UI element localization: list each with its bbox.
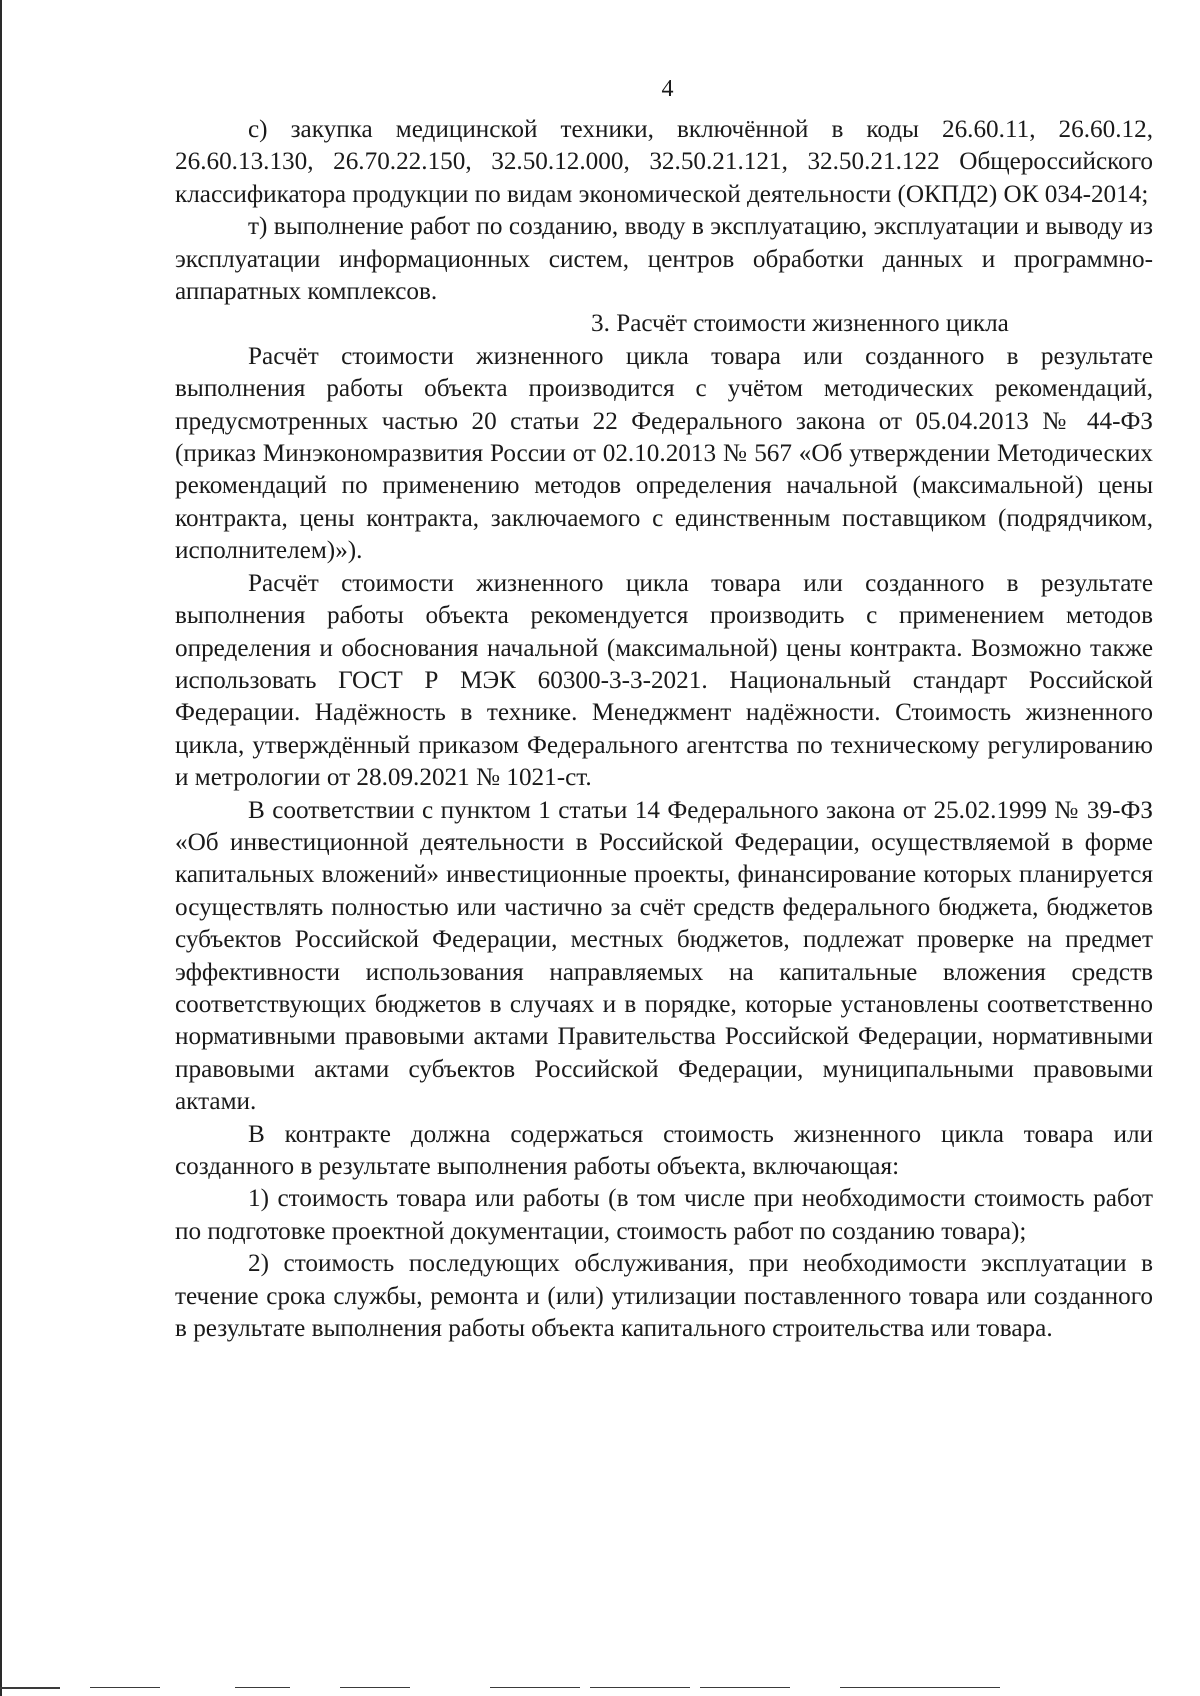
paragraph-investment-projects: В соответствии с пунктом 1 статьи 14 Федерального закона от 25.02.1999 № 39-ФЗ «Об инвестиционной деятельности в Российской Федерации, осуществляемой в форме капитальных вложений» инвестиционные проекты, финансирование которых планируется осуществлять полностью или частично за счёт средств федерального бюджета, бюджетов субъектов Российской Федерации, местных бюджетов, подлежат проверке на предмет эффективности использования направляемых на капитальные вложения средств соответствующих бюджетов в случаях и в порядке, которые установлены соответственно нормативными правовыми актами Правительства Российской Федерации, нормативными правовыми актами субъектов Российской Федерации, муниципальными правовыми актами.: [175, 796, 1153, 1116]
paragraph-lifecycle-cost-recommendation: Расчёт стоимости жизненного цикла товара или созданного в результате выполнения работы объекта рекомендуется производить с применением методов определения и обоснования начальной (максимальной) цены контракта. Возможно также использовать ГОСТ Р МЭК 60300-3-3-2021. Национальный стандарт Российской Федерации. Надёжность в технике. Менеджмент надёжности. Стоимость жизненного цикла, утверждённый приказом Федерального агентства по техническому регулированию и метрологии от 28.09.2021 № 1021-ст.: [175, 569, 1153, 792]
list-item-1: 1) стоимость товара или работы (в том числе при необходимости стоимость работ по подготовке проектной документации, стоимость работ по созданию товара);: [175, 1185, 1153, 1245]
scan-artifact-line: [590, 1687, 690, 1688]
scan-artifact-line: [490, 1687, 580, 1688]
page-edge: [0, 0, 2, 1696]
list-item-t: т) выполнение работ по созданию, вводу в эксплуатацию, эксплуатации и выводу из эксплуатации информационных систем, центров обработки данных и программно-аппаратных комплексов.: [175, 213, 1153, 306]
page-number: 4: [661, 76, 674, 102]
scan-artifact-line: [90, 1687, 160, 1688]
scan-artifact-line: [700, 1687, 790, 1688]
section-heading-text: 3. Расчёт стоимости жизненного цикла: [591, 310, 1009, 338]
paragraph-contract-contents: В контракте должна содержаться стоимость жизненного цикла товара или созданного в результате выполнения работы объекта, включающая:: [175, 1120, 1153, 1180]
list-item-2: 2) стоимость последующих обслуживания, при необходимости эксплуатации в течение срока службы, ремонта и (или) утилизации поставленного товара или созданного в результате выполнения работы объекта капитального строительства или товара.: [175, 1250, 1153, 1343]
scan-artifact-line: [0, 1687, 60, 1689]
scan-artifact-line: [840, 1687, 1000, 1688]
document-body: [175, 114, 1153, 1345]
scan-artifact-line: [340, 1687, 410, 1688]
section-heading: [175, 308, 1153, 340]
list-item-s: с) закупка медицинской техники, включённой в коды 26.60.11, 26.60.12, 26.60.13.130, 26.70.22.150, 32.50.12.000, 32.50.21.121, 32.50.21.122 Общероссийского классификатора продукции по видам экономической деятельности (ОКПД2) ОК 034-2014;: [175, 116, 1153, 208]
paragraph-lifecycle-cost-method: Расчёт стоимости жизненного цикла товара или созданного в результате выполнения работы объекта производится с учётом методических рекомендаций, предусмотренных частью 20 статьи 22 Федерального закона от 05.04.2013 № 44-ФЗ (приказ Минэкономразвития России от 02.10.2013 № 567 «Об утверждении Методических рекомендаций по применению методов определения начальной (максимальной) цены контракта, цены контракта, заключаемого с единственным поставщиком (подрядчиком, исполнителем)»).: [175, 342, 1153, 565]
scan-artifact-line: [235, 1687, 290, 1688]
